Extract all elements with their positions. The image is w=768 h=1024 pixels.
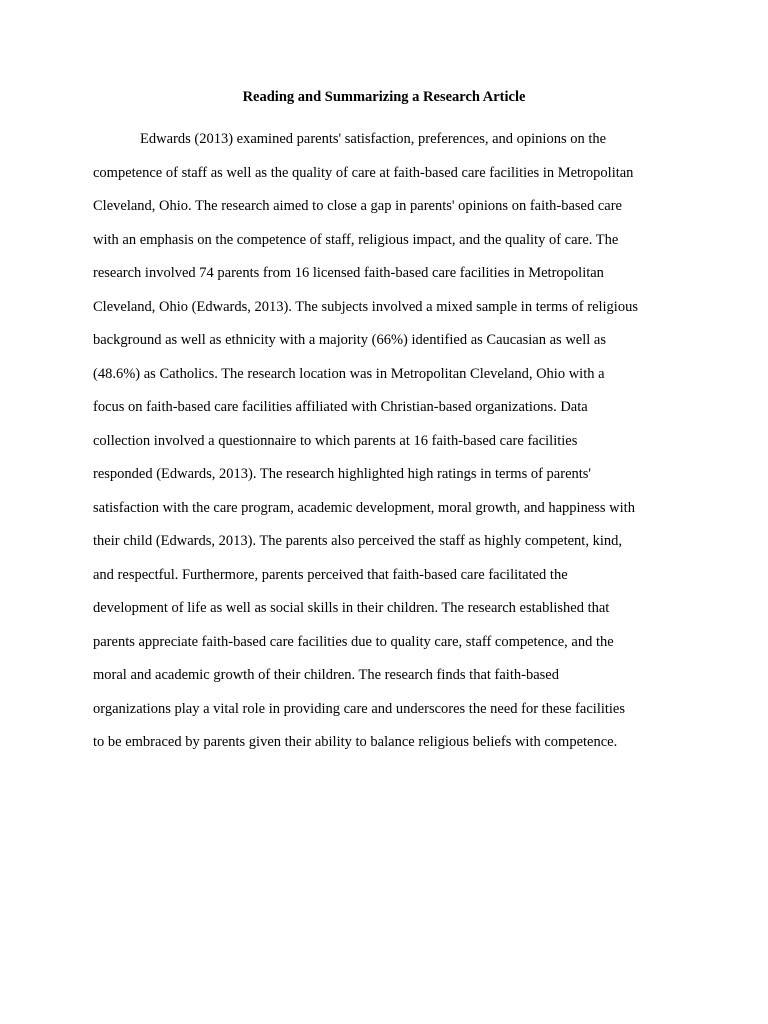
paragraph-line: to be embraced by parents given their ability to balance religious beliefs with competence. bbox=[93, 734, 618, 750]
paragraph-line: competence of staff as well as the quality of care at faith-based care facilities in Metropolitan bbox=[93, 164, 634, 181]
paragraph-line: their child (Edwards, 2013). The parents also perceived the staff as highly competent, kind, bbox=[93, 533, 622, 549]
paragraph-line: background as well as ethnicity with a majority (66%) identified as Caucasian as well as bbox=[93, 332, 606, 348]
paragraph-line: development of life as well as social skills in their children. The research established that bbox=[93, 600, 610, 616]
paragraph-line: research involved 74 parents from 16 licensed faith-based care facilities in Metropolitan bbox=[93, 265, 604, 281]
document-title: Reading and Summarizing a Research Article bbox=[242, 89, 526, 105]
body-paragraph bbox=[93, 129, 693, 766]
paragraph-line: responded (Edwards, 2013). The research highlighted high ratings in terms of parents' bbox=[93, 466, 592, 482]
paragraph-line: with an emphasis on the competence of staff, religious impact, and the quality of care. The bbox=[93, 231, 619, 248]
paragraph-line: satisfaction with the care program, academic development, moral growth, and happiness with bbox=[93, 499, 635, 516]
paragraph-line: parents appreciate faith-based care facilities due to quality care, staff competence, and the bbox=[93, 633, 614, 650]
paragraph-line: (48.6%) as Catholics. The research location was in Metropolitan Cleveland, Ohio with a bbox=[93, 365, 605, 382]
paragraph-line: Cleveland, Ohio. The research aimed to close a gap in parents' opinions on faith-based care bbox=[93, 198, 622, 214]
paragraph-line: collection involved a questionnaire to which parents at 16 faith-based care facilities bbox=[93, 432, 578, 449]
paragraph-line: and respectful. Furthermore, parents perceived that faith-based care facilitated the bbox=[93, 566, 568, 583]
paragraph-line: organizations play a vital role in providing care and underscores the need for these facilities bbox=[93, 700, 626, 717]
paragraph-line: focus on faith-based care facilities affiliated with Christian-based organizations. Data bbox=[93, 399, 588, 415]
paragraph-line: Edwards (2013) examined parents' satisfaction, preferences, and opinions on the bbox=[140, 131, 607, 147]
paragraph-line: Cleveland, Ohio (Edwards, 2013). The subjects involved a mixed sample in terms of religious bbox=[93, 298, 638, 315]
paragraph-line: moral and academic growth of their children. The research finds that faith-based bbox=[93, 667, 559, 683]
